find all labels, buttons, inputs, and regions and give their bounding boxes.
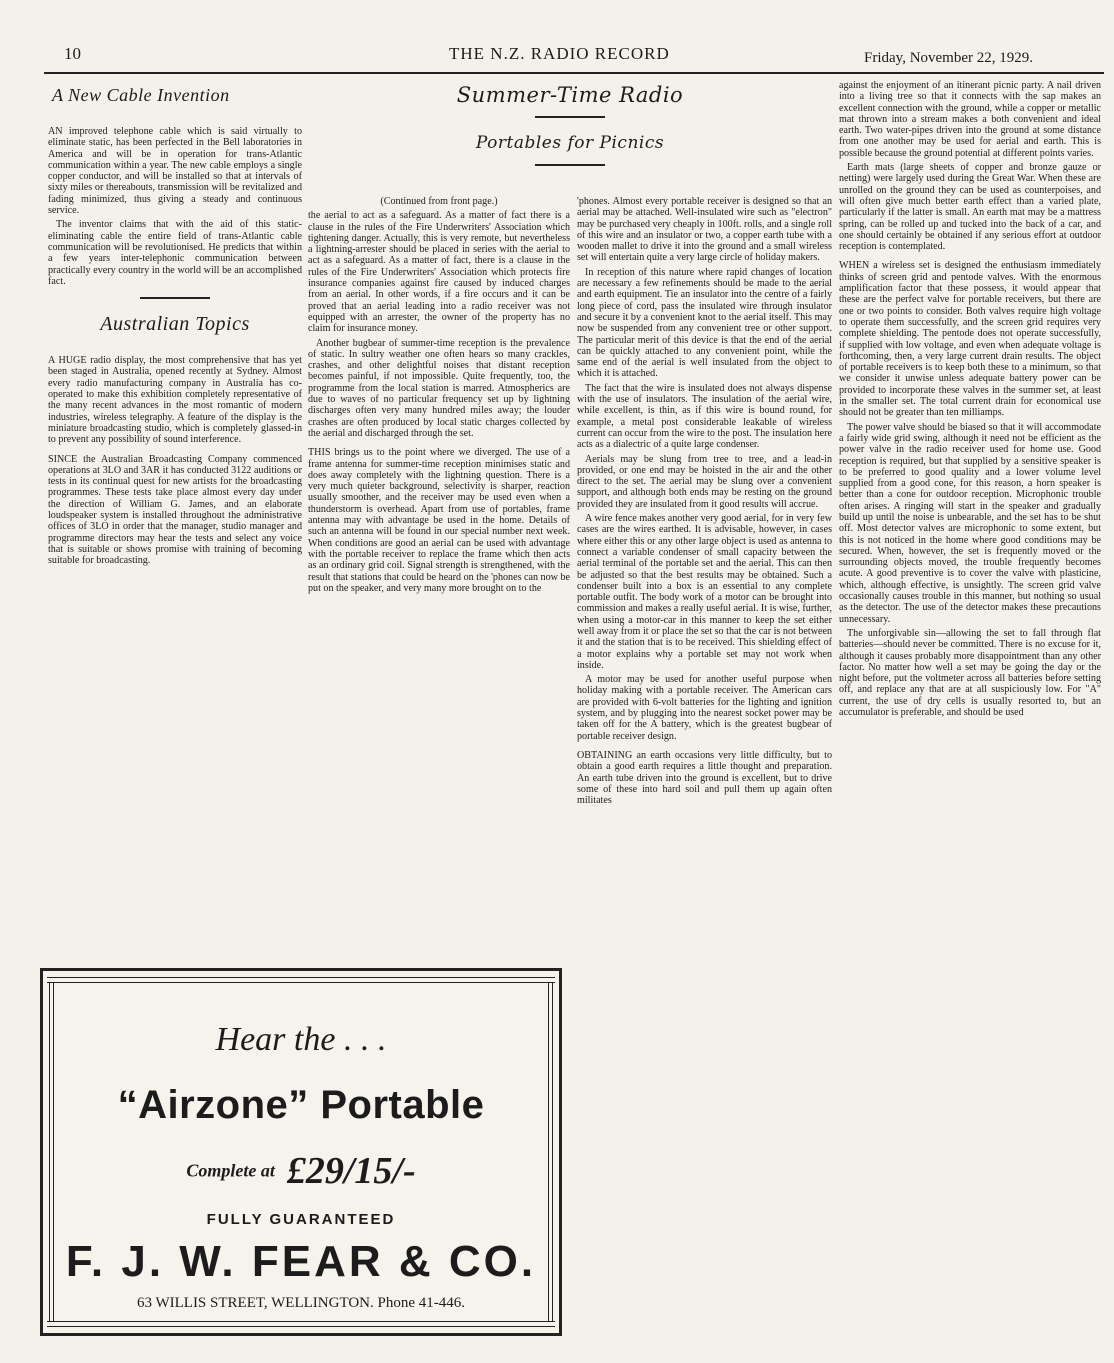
- column-4: [839, 80, 1101, 721]
- summer-title-block: [430, 80, 710, 180]
- page-number: 10: [64, 44, 81, 63]
- masthead: [44, 42, 1104, 74]
- summer-col3-paragraph-3: The fact that the wire is insulated does not always dispense with the use of insulators. The insulation of the aerial wire, while excellent, is thin, as if this wire is bound round, for example, a metal post considerable leakable of wireless current can occur from the wire to the post. The insulation here acts as a dialectric of a quite large condenser.: [577, 382, 832, 451]
- australian-headline: Australian Topics: [100, 313, 250, 336]
- summer-col3-paragraph-4: Aerials may be slung from tree to tree, and a lead-in provided, or one end may be hoisted in the air and the other direct to the set. The aerial may be slung over a convenient support, and although both ends may be resting on the ground provided they are insulated from it good results will accrue.: [577, 453, 832, 510]
- summer-col4-paragraph-3: WHEN a wireless set is designed the enthusiasm immediately thinks of screen grid and pentode valves. With the enormous amplification factor that these possess, it would appear that these are the perfect valve for portable receivers, but there are one or two points to consider. Both valves require high voltage to operate them successfully, and the screen grid requires very complete shielding. The pentode does not operate successfully, if supplied with low voltage, and even when adequate voltage is forthcoming, then, a very large current drain results. The object of portable receivers is to keep both these to a minimum, so that we consider it unwise unless adequate battery power can be provided to incorporate these valves in the summer set, at least in the smaller set. The total current drain for economical use should not be greater than ten milliamps.: [839, 260, 1101, 419]
- ad-border-bottom: [47, 1321, 555, 1327]
- column-2: [308, 196, 570, 597]
- australian-paragraph-2: SINCE the Australian Broadcasting Company commenced operations at 3LO and 3AR it has conducted 3122 auditions or tests in its continual quest for new artists for the broadcasting programmes. These tests take place almost every day under the direction of William G. James, and an elaborate loudspeaker system is installed throughout the administrative offices of 3LO in order that the manager, studio manager and programme directors may hear the tests and select any voice that is suitable or shows promise with training of becoming suitable for broadcasting.: [48, 453, 302, 567]
- column-3: [577, 196, 832, 809]
- airzone-advertisement: [40, 968, 562, 1336]
- australian-paragraph-1: A HUGE radio display, the most comprehensive that has yet been staged in Australia, opened recently at Sydney. Almost every radio manufacturing company in Australia has co-operated to make this exhibition completely representative of the many recent advances in the most romantic of modern industries, wireless telegraphy. A feature of the display is the miniature broadcasting studio, which is completely glassed-in to prevent any possibility of sound interference.: [48, 355, 302, 446]
- summer-subtitle: Portables for Picnics: [475, 133, 665, 153]
- summer-col4-paragraph-4: The power valve should be biased so that it will accommodate a fairly wide grid swing, although it need not be efficient as the power valve in the radio receiver used for home use. Good reception is required, but that supplied by a sensitive speaker is to be preferred to good quality and a lower volume level supplied from a good cone, for this reason, a horn speaker is better than a cone for outdoor reception. Microphonic trouble often arises. A ringing will start in the speaker and gradually build up until the noise is unbearable, and the set has to be shut off. Most detector valves are microphonic to some extent, but this is not noticed in the home where good conditions may be secured. When, however, the set is frequently moved or the surrounding objects moved, the trouble frequently becomes acute. A good preventive is to cover the valve with plasticine, which, although effective, is unsightly. The screen grid valve occasionally causes trouble in this manner, but nothing so usual as the detector. The use of the detector makes these precautions unnecessary.: [839, 421, 1101, 625]
- summer-col2-paragraph-3: THIS brings us to the point where we diverged. The use of a frame antenna for summer-time reception minimises static and does away completely with the lightning question. There is a very much quieter background, selectivity is sharper, reaction usually smoother, and the receiver may be used even when a thunderstorm is overhead. Apart from use of portables, frame antenna may with advantage be used in the home. Details of such an antenna will be found in our special number next week. When conditions are good an aerial can be used with advantage with the portable receiver to replace the frame which then acts as an ordinary grid coil. Signal strength is strengthened, with the result that stations that could be heard on the 'phones can now be put on the speaker, and very many more brought on to the: [308, 447, 570, 594]
- summer-col2-paragraph-2: Another bugbear of summer-time reception is the prevalence of static. In sultry weather one often hears so many crackles, crashes, and other delightful noises that distant reception becomes painful, if not impossible. Quite frequently, too, the programme from the local station is marred. Atmospherics are due to waves of no particular frequency set up by lightning discharges often very many hundred miles away; the louder crashes are often produced by local static charges collected by the aerial and discharged through the set.: [308, 337, 570, 439]
- ad-price: £29/15/-: [286, 1150, 416, 1192]
- ad-price-label: Complete at: [186, 1160, 275, 1181]
- summer-headline: Summer-Time Radio: [456, 83, 684, 107]
- cable-paragraph-1: AN improved telephone cable which is said virtually to eliminate static, has been perfected in the Bell laboratories in America and will be in operation for trans-Atlantic communication within a year. The new cable employs a single copper conductor, and will be installed so that at intervals of sixty miles or thereabouts, transmission will be revitalized and fading minimized, thus giving a steady and continuous service.: [48, 126, 302, 217]
- subtitle-divider: [535, 164, 605, 166]
- ad-border-top: [47, 977, 555, 983]
- issue-date: Friday, November 22, 1929.: [864, 50, 1033, 66]
- summer-col3-paragraph-2: In reception of this nature where rapid changes of location are necessary a few refinements should be made to the aerial and earth equipment. Tie an insulator into the centre of a fairly long piece of cord, pass the insulated wire through insulator and secure it by a convenient knot to the aerial itself. This may now be suspended from any convenient tree or other support. The particular merit of this device is that the end of the aerial can be quickly attached to any convenient point, while the same end of the aerial is well insulated from the object to which it is attached.: [577, 266, 832, 380]
- continued-note: (Continued from front page.): [380, 196, 498, 207]
- ad-price-line: [43, 1149, 559, 1193]
- summer-col3-paragraph-7: OBTAINING an earth occasions very little difficulty, but to obtain a good earth requires a little thought and preparation. An earth tube driven into the ground is excellent, but to drive some of these into hard soil and pull them up again often militates: [577, 749, 832, 807]
- publication-title: THE N.Z. RADIO RECORD: [449, 44, 670, 63]
- summer-col4-paragraph-5: The unforgivable sin—allowing the set to fall through flat batteries—should never be committed. There is no excuse for it, although it causes probably more disappointment than any other factor. No matter how well a set may be going the day or the night before, put the voltmeter across all batteries before setting off, and replace any that are at all suspiciously low. For "A" current, the use of dry cells is usually resorted to, but an accumulator is preferable, and should be used: [839, 627, 1101, 719]
- summer-col4-paragraph-1: against the enjoyment of an itinerant picnic party. A nail driven into a living tree so that it connects with the sap makes an excellent connection with the ground, while a copper or metallic mat thrown into a stream makes a both convenient and ideal earth. Two water-pipes driven into the ground at some distance from one another may be used for aerial and earth. This is possible because the ground potential at different points varies.: [839, 80, 1101, 159]
- ad-guarantee: FULLY GUARANTEED: [206, 1211, 396, 1228]
- cable-paragraph-2: The inventor claims that with the aid of this static-eliminating cable the entire field of trans-Atlantic cable communication will be revolutionised. He predicts that within a few years inter-telephonic communication between practically every country in the world will be an accomplished fact.: [48, 219, 302, 287]
- ad-tagline: Hear the . . .: [215, 1021, 387, 1058]
- summer-col2-paragraph-1: the aerial to act as a safeguard. As a matter of fact there is a clause in the rules of the Fire Underwriters' Association which tightening danger. Actually, this is very remote, but nevertheless a lightning-arrester should be placed in series with the aerial to act as a safeguard. As a matter of fact, there is a clause in the rules of the Fire Underwriters' Association which protects fire insurance companies against fire caused by induced charges from an aerial. In other words, if a fire occurs and it can be proved that an aerial leading into a radio receiver was not equipped with an arrester, the owner of the property has no claim for insurance money.: [308, 210, 570, 335]
- cable-headline: A New Cable Invention: [52, 85, 230, 105]
- ad-address: 63 WILLIS STREET, WELLINGTON. Phone 41-446.: [136, 1295, 465, 1311]
- section-divider: [140, 297, 210, 299]
- summer-col3-paragraph-6: A motor may be used for another useful purpose when holiday making with a portable receiver. The American cars are provided with 6-volt batteries for the lighting and ignition system, and by plugging into the nearest socket power may be taken off for the A battery, which is the greatest bugbear of portable receiver design.: [577, 674, 832, 742]
- header-rule: [44, 72, 1104, 74]
- summer-col4-paragraph-2: Earth mats (large sheets of copper and bronze gauze or netting) were largely used during the Great War. When these are unrolled on the ground they can be used as counterpoises, and will often give much better earth effect than a varied plate, particularly if the latter is small. An earth mat may be a mattress spring, can be rolled up and tucked into the back of a car, and one should certainly be obtained if any serious effort at outdoor reception is contemplated.: [839, 162, 1101, 253]
- ad-product-name: “Airzone” Portable: [117, 1083, 485, 1127]
- title-divider: [535, 116, 605, 118]
- summer-col3-paragraph-5: A wire fence makes another very good aerial, for in very few cases are the wires earthed. It is advisable, however, in cases where either this or any other large object is used as antenna to connect a variable condenser of small capacity between the aerial terminal of the portable set and the aerial. This can then be adjusted so that the best results may be obtained. Such a condenser built into a box is an essential to any complete portable outfit. The body work of a motor can be brought into commission and makes a really useful aerial. It is wise, further, when using a motor-car in this manner to keep the set either well away from it or place the set so that the car is not between it and the station that is to be received. This shielding effect of a motor explains why a portable set may not work when inside.: [577, 513, 832, 671]
- summer-col3-paragraph-1: 'phones. Almost every portable receiver is designed so that an aerial may be attached. Well-insulated wire such as "electron" may be purchased very cheaply in 100ft. rolls, and a single roll of this wire and an insulator or two, a copper earth tube with a wooden mallet to drive it into the ground and a small wireless set will entertain quite a very large circle of holiday makers.: [577, 196, 832, 264]
- column-1: [48, 80, 302, 570]
- ad-firm-name: F. J. W. FEAR & CO.: [65, 1237, 537, 1286]
